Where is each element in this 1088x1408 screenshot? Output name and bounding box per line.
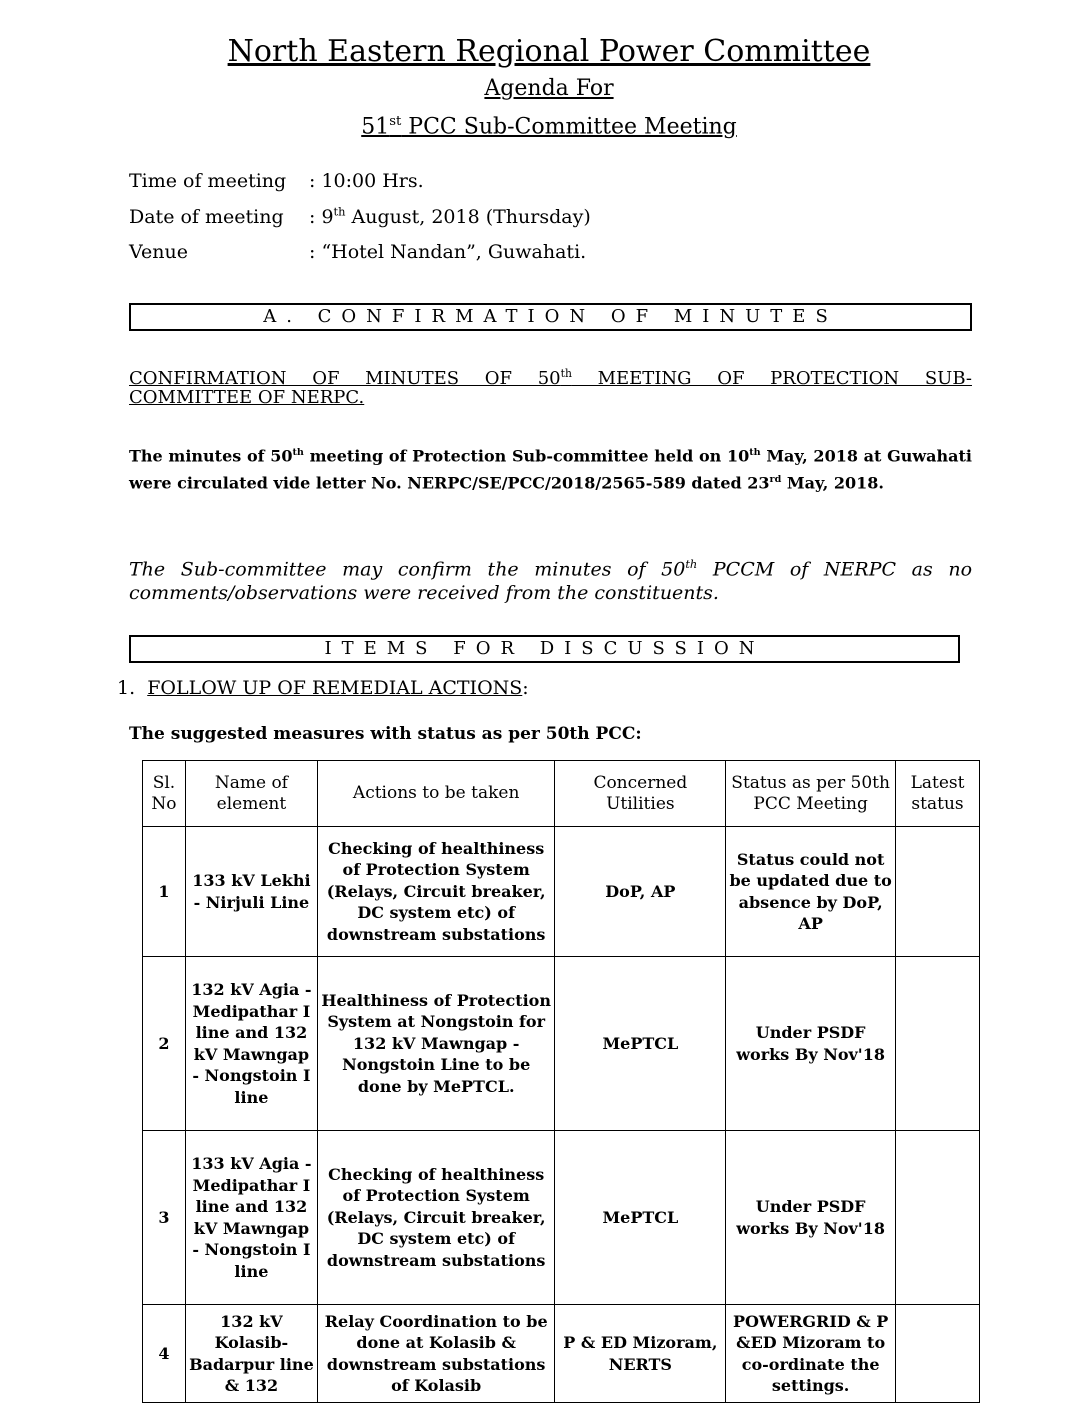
header-status: Status as per 50th PCC Meeting — [726, 761, 896, 827]
cell-sl: 3 — [143, 1131, 186, 1305]
cell-status: Under PSDF works By Nov'18 — [726, 957, 896, 1131]
cell-latest — [896, 827, 980, 957]
date-label: Date of meeting — [129, 206, 284, 229]
venue-value: : “Hotel Nandan”, Guwahati. — [309, 241, 587, 263]
header-utilities: Concerned Utilities — [555, 761, 726, 827]
cell-utility: MePTCL — [555, 957, 726, 1131]
cell-action: Checking of healthiness of Protection System (Relays, Circuit breaker, DC system etc) of downstream substations — [317, 1131, 555, 1305]
item-1-heading: 1. FOLLOW UP OF REMEDIAL ACTIONS: — [117, 677, 529, 699]
confirmation-heading-line2: COMMITTEE OF NERPC. — [129, 387, 365, 408]
item-number: 1. — [117, 677, 136, 699]
cell-utility: P & ED Mizoram, NERTS — [555, 1305, 726, 1403]
table-row — [143, 1131, 980, 1305]
time-label: Time of meeting — [129, 170, 287, 192]
item-title: FOLLOW UP OF REMEDIAL ACTIONS — [147, 677, 523, 699]
header-actions: Actions to be taken — [317, 761, 555, 827]
cell-element: 132 kV Kolasib-Badarpur line & 132 — [185, 1305, 317, 1403]
agenda-for-heading: Agenda For — [484, 76, 614, 101]
cell-latest — [896, 1131, 980, 1305]
time-value: : 10:00 Hrs. — [309, 170, 424, 192]
cell-element: 133 kV Agia - Medipathar I line and 132 kV Mawngap - Nongstoin I line — [185, 1131, 317, 1305]
cell-latest — [896, 1305, 980, 1403]
cell-utility: DoP, AP — [555, 827, 726, 957]
confirmation-heading-line1: CONFIRMATION OF MINUTES OF 50th MEETING OF PROTECTION SUB- — [129, 367, 972, 389]
header-latest-status: Latest status — [896, 761, 980, 827]
cell-status: POWERGRID & P &ED Mizoram to co-ordinate the settings. — [726, 1305, 896, 1403]
document-title: North Eastern Regional Power Committee — [227, 34, 871, 69]
confirm-minutes-paragraph: The Sub-committee may confirm the minutes of 50th PCCM of NERPC as no comments/observations were received from the constituents. — [129, 557, 973, 605]
table-header-row — [143, 761, 980, 827]
cell-element: 133 kV Lekhi - Nirjuli Line — [185, 827, 317, 957]
items-for-discussion-box: ITEMS FOR DISCUSSION — [129, 635, 960, 663]
venue-row — [129, 241, 586, 263]
cell-element: 132 kV Agia - Medipathar I line and 132 kV Mawngap - Nongstoin I line — [185, 957, 317, 1131]
meeting-heading: 51st PCC Sub-Committee Meeting — [361, 114, 737, 140]
remedial-actions-table — [142, 760, 980, 1403]
cell-sl: 4 — [143, 1305, 186, 1403]
table-row — [143, 1305, 980, 1403]
suggested-measures-intro: The suggested measures with status as per 50th PCC: — [129, 724, 642, 744]
header-sl-no: Sl. No — [143, 761, 186, 827]
cell-status: Under PSDF works By Nov'18 — [726, 1131, 896, 1305]
meeting-date-row — [129, 205, 591, 228]
table-row — [143, 827, 980, 957]
meeting-time-row — [129, 170, 424, 192]
cell-status: Status could not be updated due to absence by DoP, AP — [726, 827, 896, 957]
cell-sl: 2 — [143, 957, 186, 1131]
cell-latest — [896, 957, 980, 1131]
venue-label: Venue — [129, 241, 188, 263]
cell-sl: 1 — [143, 827, 186, 957]
cell-action: Healthiness of Protection System at Nongstoin for 132 kV Mawngap - Nongstoin Line to be done by MePTCL. — [317, 957, 555, 1131]
minutes-circulated-paragraph: The minutes of 50th meeting of Protection Sub-committee held on 10th May, 2018 at Guwahati were circulated vide letter No. NERPC/SE/PCC/2018/2565-589 dated 23rd May, 2018. — [129, 446, 973, 493]
date-value: : 9th August, 2018 (Thursday) — [309, 205, 591, 229]
cell-action: Checking of healthiness of Protection System (Relays, Circuit breaker, DC system etc) of downstream substations — [317, 827, 555, 957]
header-element: Name of element — [185, 761, 317, 827]
cell-action: Relay Coordination to be done at Kolasib & downstream substations of Kolasib — [317, 1305, 555, 1403]
section-a-box: A. CONFIRMATION OF MINUTES — [129, 303, 972, 331]
cell-utility: MePTCL — [555, 1131, 726, 1305]
table-row — [143, 957, 980, 1131]
